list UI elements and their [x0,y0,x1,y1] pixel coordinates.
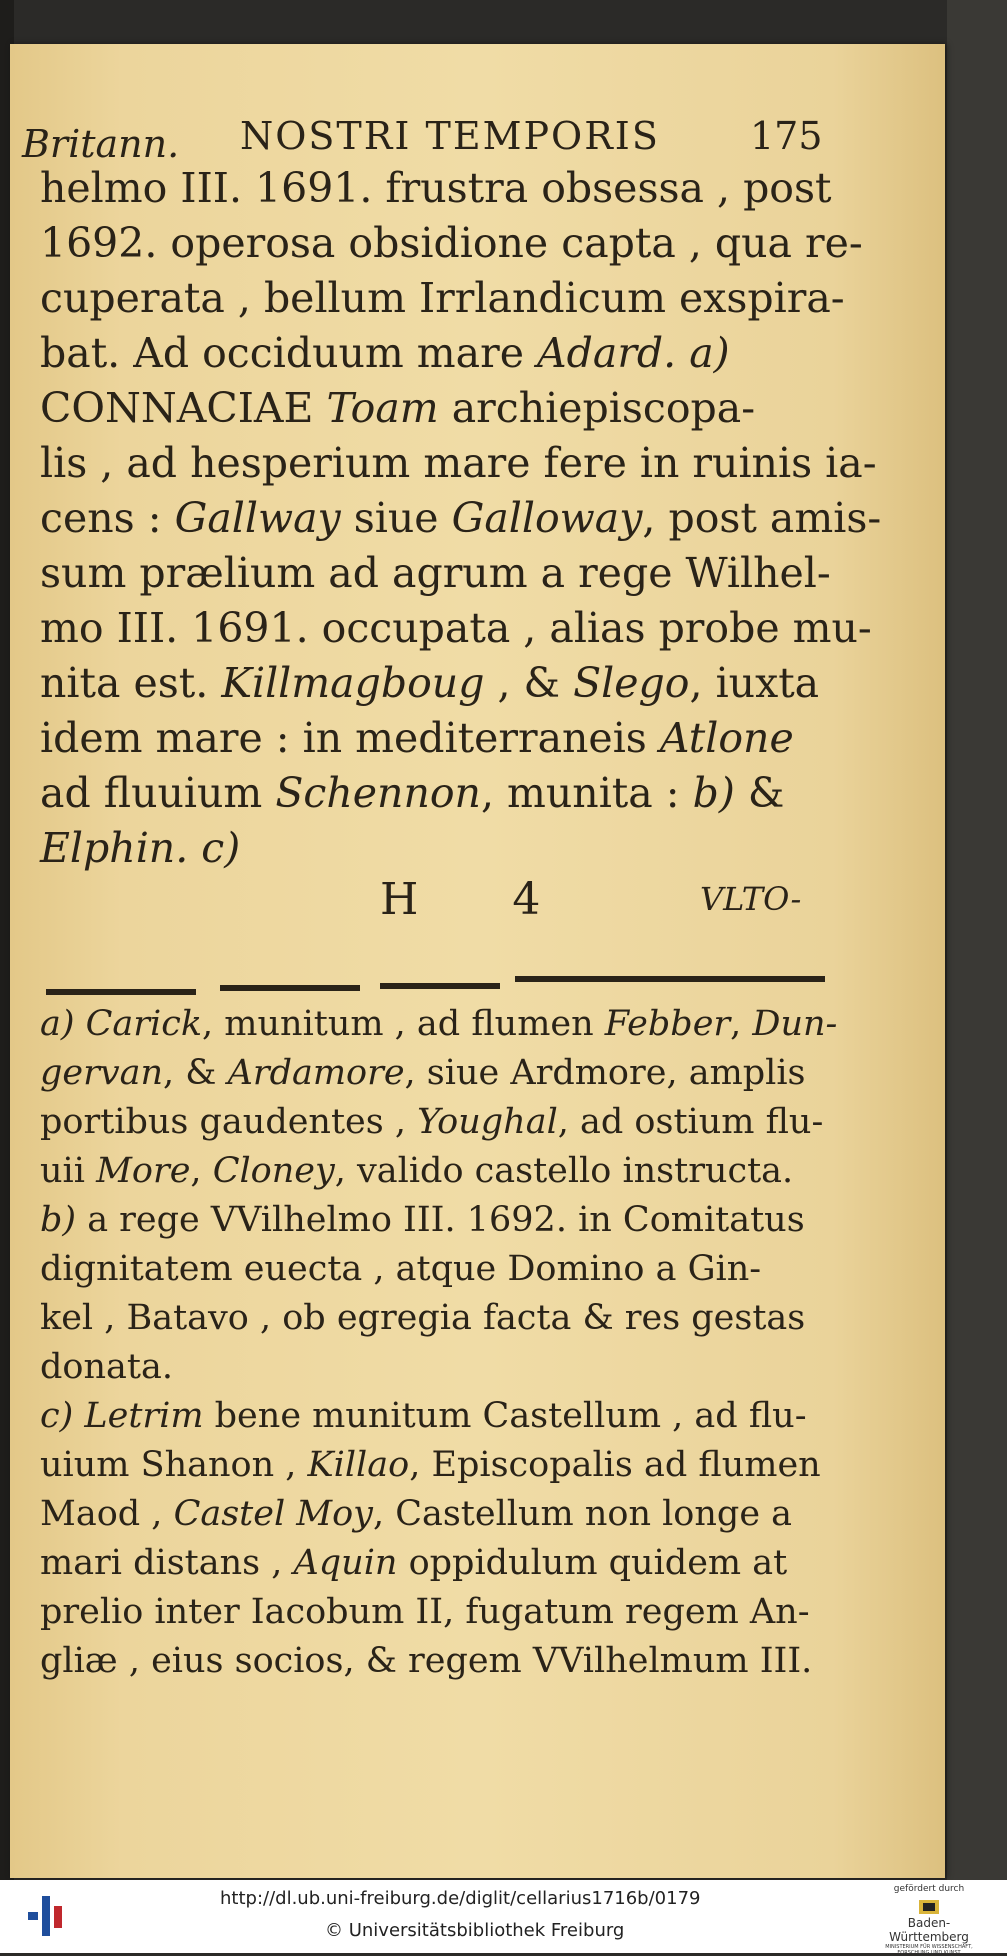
text-run: , iuxta [689,659,820,707]
sponsor-block [869,1884,989,1956]
footnote-line [40,1200,805,1240]
source-url[interactable]: http://dl.ub.uni-freiburg.de/diglit/cellarius1716b/0179 [220,1888,701,1909]
text-run: sum prælium ad agrum a rege Wilhel- [40,549,831,597]
sponsor-top: gefördert durch [893,1884,965,1894]
text-line [40,219,863,267]
page-number: 175 [750,114,823,158]
text-run: uii [40,1151,97,1191]
text-run: prelio inter Iacobum II, fugatum regem An- [40,1592,810,1632]
text-run: Slego [573,659,690,707]
footnote-line [40,1641,812,1681]
text-run: Dun- [752,1004,838,1044]
text-run: Toam [326,384,439,432]
text-line [40,549,831,597]
text-run: archiepiscopa- [438,384,756,432]
text-run: , ad ostium flu- [557,1102,824,1142]
rule-segment [515,976,825,982]
text-line [40,164,832,212]
text-run: donata. [40,1347,173,1387]
text-run: Killao [307,1445,410,1485]
text-run: siue [340,494,452,542]
text-run: Youghal [417,1102,558,1142]
text-run: lis , ad hesperium mare fere in ruinis ia- [40,439,877,487]
text-run: , Castellum non longe a [372,1494,793,1534]
text-run: Killmagboug [221,659,485,707]
text-run: Schennon [275,769,481,817]
text-run: , [730,1004,753,1044]
text-line [40,769,784,817]
footnote-line [40,1445,821,1485]
text-run: & [734,769,785,817]
text-run: ad fluuium [40,769,276,817]
copyright-notice: © Universitätsbibliothek Freiburg [325,1920,625,1941]
text-run: b) [692,769,735,817]
text-run: , Episcopalis ad flumen [409,1445,821,1485]
rule-segment [220,985,360,991]
text-run: helmo III. 1691. frustra obsessa , post [40,164,832,212]
footnote-line [40,1053,806,1093]
footnote-line [40,1102,823,1142]
text-run: Febber [604,1004,731,1044]
university-logo-icon [28,1892,68,1940]
catchword: VLTO- [700,880,802,918]
text-run: , & [484,659,574,707]
text-run: cuperata , bellum Irrlandicum exspira- [40,274,845,322]
text-line [40,604,872,652]
text-line [40,494,881,542]
text-run: portibus gaudentes , [40,1102,418,1142]
text-run: nita est. [40,659,222,707]
text-run: , post amis- [642,494,882,542]
text-run: c) [40,1396,85,1436]
rule-segment [46,989,196,995]
text-run: a) [40,1004,86,1044]
background-right [947,0,1007,1880]
footnote-line [40,1298,805,1338]
text-run: Gallway [174,494,341,542]
running-head-title: NOSTRI TEMPORIS [240,114,660,158]
text-run: Galloway [451,494,643,542]
sponsor-name: Baden-Württemberg [889,1916,969,1944]
rule-segment [380,983,500,989]
text-run: uium Shanon , [40,1445,308,1485]
text-line [40,714,794,762]
text-run: , [190,1151,213,1191]
signature-mark: H 4 [380,874,581,925]
book-page [10,44,945,1878]
footnote-line [40,1494,792,1534]
text-run: Atlone [659,714,794,762]
text-run: Ardamore [227,1053,405,1093]
state-crest-icon [917,1898,941,1916]
text-run: Carick [85,1004,203,1044]
text-run: Cloney [212,1151,335,1191]
text-run: oppidulum quidem at [397,1543,788,1583]
text-run: Elphin. c) [40,824,241,872]
text-run: cens : [40,494,175,542]
footnote-line [40,1249,761,1289]
text-run: Maod , [40,1494,174,1534]
text-run: mo III. 1691. occupata , alias probe mu- [40,604,872,652]
sponsor-sub: MINISTERIUM FÜR WISSENSCHAFT, FORSCHUNG UND KUNST [885,1944,973,1956]
text-run: Castel Moy [173,1494,373,1534]
text-run: a rege VVilhelmo III. 1692. in Comitatus [87,1200,805,1240]
text-run: , siue Ardmore, amplis [404,1053,806,1093]
text-run: gliæ , eius socios, & regem VVilhelmum III. [40,1641,813,1681]
text-run: gervan [40,1053,164,1093]
text-run: , munita : [480,769,693,817]
footnote-line [40,1004,837,1044]
footer-bar [0,1880,1007,1956]
footnote-line [40,1396,807,1436]
text-run: bat. Ad occiduum mare [40,329,538,377]
text-line [40,384,755,432]
text-run: , & [163,1053,228,1093]
footnote-line [40,1543,787,1583]
running-head-left: Britann. [22,122,180,166]
text-run: dignitatem euecta , atque Domino a Gin- [40,1249,762,1289]
text-run: , valido castello instructa. [334,1151,794,1191]
text-run: idem mare : in mediterraneis [40,714,660,762]
signature-row [10,874,945,934]
text-run: CONNACIAE [40,384,327,432]
text-run: Letrim [84,1396,204,1436]
text-run: kel , Batavo , ob egregia facta & res gestas [40,1298,806,1338]
text-line [40,824,240,872]
text-run: Adard. a) [537,329,730,377]
footnote-line [40,1347,173,1387]
text-run: 1692. operosa obsidione capta , qua re- [40,219,863,267]
text-line [40,329,730,377]
text-run: Aquin [293,1543,398,1583]
text-run: b) [40,1200,88,1240]
text-run: More [96,1151,191,1191]
footnote-line [40,1592,810,1632]
footnote-line [40,1151,793,1191]
text-line [40,274,845,322]
text-run: mari distans , [40,1543,294,1583]
text-line [40,659,819,707]
text-line [40,439,877,487]
text-run: bene munitum Castellum , ad flu- [203,1396,807,1436]
text-run: , munitum , ad flumen [202,1004,605,1044]
